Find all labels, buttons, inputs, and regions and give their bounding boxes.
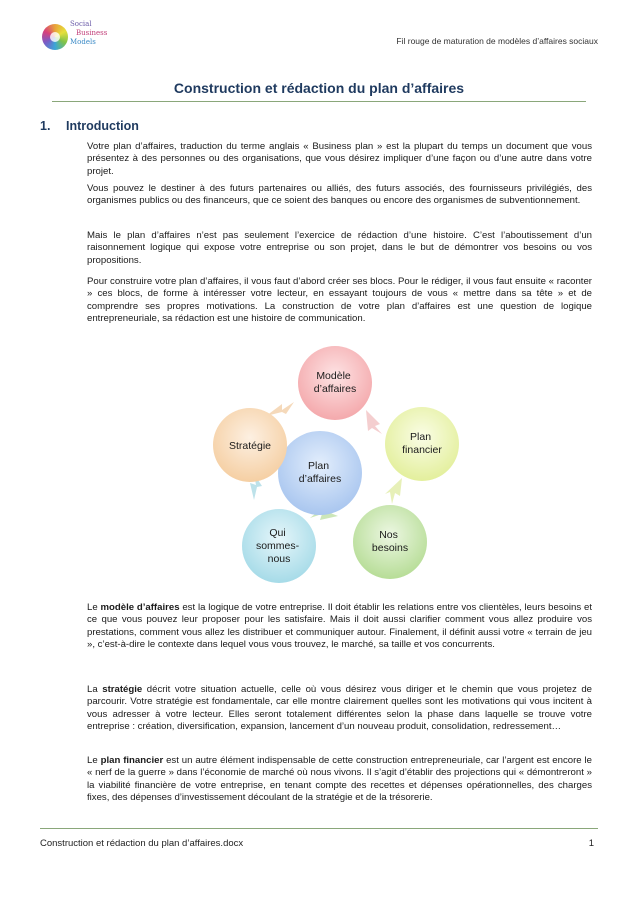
term-modele: modèle d’affaires (100, 602, 180, 613)
term-strategie: stratégie (102, 684, 143, 695)
intro-paragraph-1: Votre plan d’affaires, traduction du terme anglais « Business plan » est la plupart du temps un document que vous présentez à des personnes ou des organisations, que vous désirez impliquer d’une façon ou d’une autre dans votre projet. (87, 141, 592, 177)
arrow-strategie-to-modele (266, 402, 294, 416)
section-heading (40, 119, 139, 133)
body-paragraph-strategie: La stratégie décrit votre situation actuelle, celle où vous désirez vous diriger et le chemin que vous projetez de parcourir. Votre stratégie est fondamentale, car elle montre clairement quelles sont les motivations qui vous incitent à vous adresser à votre lecteur. Elles seront totalement différentes selon la phase dans laquelle se trouve votre entreprise : création, diversification, expansion, lancement d’un nouveau produit, consolidation, redressement… (87, 684, 592, 732)
diagram-node-modele-label: Modèle d’affaires (313, 370, 357, 395)
logo-emblem-icon (42, 24, 68, 50)
business-plan-diagram (170, 338, 470, 590)
intro-paragraph-3: Mais le plan d’affaires n’est pas seulement l’exercice de rédaction d’une histoire. C’est l’aboutissement d’un raisonnement logique qui expose votre entreprise ou son projet, dans le but de démontrer vos besoins ou vos propositions. (87, 230, 592, 266)
section-title: Introduction (66, 119, 139, 133)
diagram-node-strategie-label: Stratégie (228, 440, 272, 452)
term-plan-financier: plan financier (100, 755, 164, 766)
section-number: 1. (40, 119, 51, 133)
intro-paragraph-2: Vous pouvez le destiner à des futurs partenaires ou alliés, des futurs associés, des fournisseurs privilégiés, des organismes publics ou des financeurs, que ce soient des banques ou encore des organismes de subventionnement. (87, 183, 592, 207)
diagram-node-nos-besoins-label: Nos besoins (371, 529, 409, 554)
footer-filename: Construction et rédaction du plan d’affaires.docx (40, 838, 244, 849)
page-title: Construction et rédaction du plan d’affaires (173, 80, 465, 96)
logo-text (70, 20, 107, 47)
logo-line-1: Social (70, 20, 92, 28)
diagram-center-label: Plan d’affaires (298, 460, 342, 485)
arrow-modele-to-plan (366, 410, 382, 434)
body-paragraph-modele: Le modèle d’affaires est la logique de votre entreprise. Il doit établir les relations entre vos clientèles, leurs besoins et ce que vous pouvez leur proposer pour les satisfaire. Mais il doit aussi clarifier comment vous allez produire vos prestations, comment vous allez les distribuer et communiquer autour. Finalement, il définit aussi votre « terrain de jeu », c’est-à-dire le contexte dans lequel vous vous trouvez, le marché, sa taille et vos concurrents. (87, 602, 592, 650)
body-paragraph-plan-financier: Le plan financier est un autre élément indispensable de cette construction entrepreneuriale, car l’argent est encore le « nerf de la guerre » dans l’économie de marché où nous vivons. Il s’agit d’établir des projections qui « démontreront » la viabilité financière de votre entreprise, en tenant compte des recettes et dépenses opérationnelles, des charges fixes, des dépenses d’investissement découlant de la stratégie et de la trésorerie. (87, 755, 593, 803)
arrow-plan-to-besoins (385, 478, 402, 504)
logo-line-3: Models (70, 38, 96, 46)
logo (40, 14, 160, 64)
page-number: 1 (588, 838, 594, 849)
logo-line-2: Business (76, 29, 108, 37)
running-header: Fil rouge de maturation de modèles d’affaires sociaux (396, 36, 598, 46)
intro-paragraph-4: Pour construire votre plan d’affaires, il vous faut d’abord créer ses blocs. Pour le rédiger, il vous faut ensuite « raconter » ces blocs, de forme à intéresser votre lecteur, en essayant toujours de vous « mettre dans sa tête » et de comprendre ses propres motivations. La construction de votre plan d’affaires est une question de logique entrepreneuriale, sa rédaction est une histoire de communication. (87, 276, 592, 324)
footer-divider (40, 828, 598, 829)
diagram-node-plan-financier-label: Plan financier (402, 431, 442, 456)
title-divider (52, 101, 586, 102)
diagram-node-qui-sommes-nous-label: Qui sommes- nous (255, 527, 300, 565)
